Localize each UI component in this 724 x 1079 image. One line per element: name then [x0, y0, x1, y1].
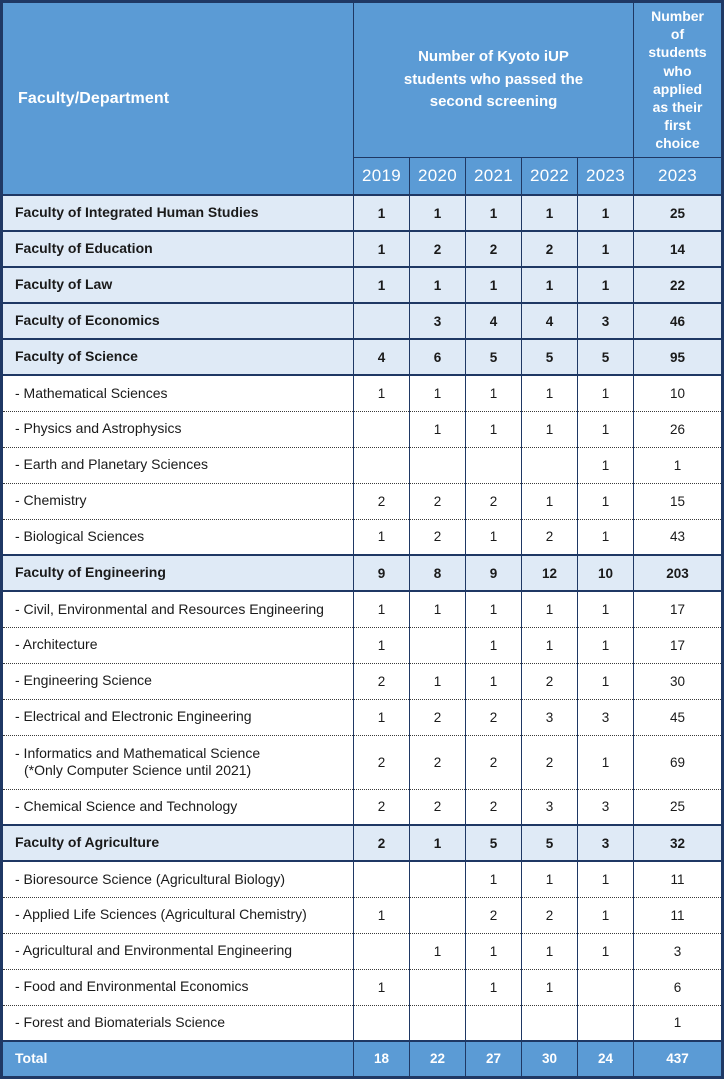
passed-count-cell: 1: [522, 933, 578, 969]
row-label-line1: - Agricultural and Environmental Engineering: [15, 942, 293, 959]
faculty-row: [2, 555, 723, 591]
passed-count-cell: 1: [354, 627, 410, 663]
row-label: [2, 1005, 354, 1041]
row-label-line1: - Biological Sciences: [15, 528, 145, 544]
total-count-cell: 22: [410, 1041, 466, 1077]
passed-count-cell: 1: [578, 195, 634, 231]
passed-count-cell: 2: [522, 663, 578, 699]
table-body: [2, 195, 723, 1077]
passed-count-cell: 3: [578, 825, 634, 861]
row-label-line1: - Engineering Science: [15, 672, 152, 689]
passed-count-cell: 1: [578, 861, 634, 897]
passed-count-cell: 2: [410, 735, 466, 789]
passed-count-cell: 2: [466, 699, 522, 735]
table-header: [2, 2, 723, 196]
header-title-row: [2, 2, 723, 158]
passed-count-cell: 1: [522, 267, 578, 303]
passed-count-cell: 1: [354, 231, 410, 267]
passed-count-cell: 1: [410, 591, 466, 627]
passed-count-cell: 9: [354, 555, 410, 591]
row-label: [2, 375, 354, 411]
row-label: [2, 195, 354, 231]
faculty-row: [2, 231, 723, 267]
row-label-line1: - Mathematical Sciences: [15, 384, 168, 401]
first-choice-count-cell: 43: [634, 519, 723, 555]
total-count-cell: 30: [522, 1041, 578, 1077]
department-row: [2, 897, 723, 933]
passed-count-cell: [354, 861, 410, 897]
passed-count-cell: 1: [354, 267, 410, 303]
passed-count-cell: 9: [466, 555, 522, 591]
row-label: [2, 825, 354, 861]
passed-count-cell: 1: [578, 231, 634, 267]
passed-count-cell: 2: [466, 789, 522, 825]
row-label: [2, 969, 354, 1005]
first-choice-count-cell: 25: [634, 195, 723, 231]
passed-count-cell: 1: [522, 969, 578, 1005]
first-choice-count-cell: 10: [634, 375, 723, 411]
passed-count-cell: 1: [466, 411, 522, 447]
department-row: [2, 969, 723, 1005]
faculty-row: [2, 195, 723, 231]
passed-count-cell: 1: [466, 663, 522, 699]
passed-count-cell: 1: [354, 699, 410, 735]
department-row: [2, 789, 723, 825]
year-header-2019: 2019: [354, 157, 410, 195]
passed-count-cell: 1: [522, 195, 578, 231]
passed-count-cell: 1: [410, 933, 466, 969]
passed-count-cell: 1: [410, 375, 466, 411]
faculty-department-header: Faculty/Department: [2, 2, 354, 196]
passed-count-cell: [354, 303, 410, 339]
department-row: [2, 1005, 723, 1041]
passed-count-cell: 1: [578, 519, 634, 555]
passed-count-cell: 4: [522, 303, 578, 339]
first-choice-count-cell: 69: [634, 735, 723, 789]
passed-count-cell: 1: [522, 627, 578, 663]
faculty-row: [2, 339, 723, 375]
total-count-cell: 24: [578, 1041, 634, 1077]
passed-count-cell: 3: [578, 303, 634, 339]
department-row: [2, 933, 723, 969]
first-choice-count-cell: 45: [634, 699, 723, 735]
passed-count-cell: 1: [522, 591, 578, 627]
passed-count-cell: 1: [522, 861, 578, 897]
row-label-line2: (*Only Computer Science until 2021): [24, 762, 252, 778]
row-label-line1: - Chemistry: [15, 492, 87, 509]
row-label: [2, 699, 354, 735]
passed-count-cell: [410, 861, 466, 897]
row-label-line1: - Architecture: [15, 636, 98, 653]
year-header-2021: 2021: [466, 157, 522, 195]
passed-count-cell: 1: [578, 483, 634, 519]
passed-count-cell: 1: [578, 267, 634, 303]
passed-count-cell: 1: [466, 591, 522, 627]
row-label: [2, 447, 354, 483]
row-label-line1: Faculty of Integrated Human Studies: [15, 204, 259, 221]
passed-count-cell: 5: [522, 339, 578, 375]
passed-count-cell: 3: [578, 789, 634, 825]
passed-count-cell: 1: [410, 411, 466, 447]
department-row: [2, 447, 723, 483]
first-choice-count-cell: 46: [634, 303, 723, 339]
year-header-2023: 2023: [578, 157, 634, 195]
row-label-line1: - Bioresource Science (Agricultural Biology): [15, 870, 285, 887]
department-row: [2, 483, 723, 519]
first-choice-count-cell: 14: [634, 231, 723, 267]
passed-count-cell: 1: [466, 267, 522, 303]
row-label: [2, 411, 354, 447]
row-label-line1: Faculty of Agriculture: [15, 834, 160, 851]
row-label: [2, 339, 354, 375]
row-label: [2, 267, 354, 303]
passed-count-cell: 1: [466, 519, 522, 555]
passed-count-cell: [466, 447, 522, 483]
row-label-line1: - Electrical and Electronic Engineering: [15, 708, 252, 725]
passed-count-cell: 1: [466, 933, 522, 969]
passed-count-cell: 2: [410, 483, 466, 519]
passed-count-cell: [354, 1005, 410, 1041]
row-label-line1: - Food and Environmental Economics: [15, 978, 249, 995]
passed-count-cell: 2: [466, 897, 522, 933]
total-label: Total: [2, 1041, 354, 1077]
department-row: [2, 519, 723, 555]
row-label-line1: - Physics and Astrophysics: [15, 420, 182, 437]
passed-count-cell: [354, 447, 410, 483]
passed-count-cell: 12: [522, 555, 578, 591]
first-choice-count-cell: 17: [634, 591, 723, 627]
faculty-row: [2, 267, 723, 303]
passed-count-cell: [410, 897, 466, 933]
passed-count-cell: 5: [466, 339, 522, 375]
total-row: [2, 1041, 723, 1077]
row-label: [2, 555, 354, 591]
passed-count-cell: 1: [578, 447, 634, 483]
department-row: [2, 663, 723, 699]
passed-count-cell: 1: [522, 375, 578, 411]
row-label-line1: Faculty of Science: [15, 348, 138, 365]
department-row: [2, 735, 723, 789]
passed-count-cell: 2: [410, 519, 466, 555]
row-label-line1: - Civil, Environmental and Resources Engineering: [15, 600, 324, 617]
passed-count-cell: 1: [578, 933, 634, 969]
row-label-line1: - Chemical Science and Technology: [15, 798, 238, 814]
passed-count-cell: 1: [354, 969, 410, 1005]
passed-count-cell: 6: [410, 339, 466, 375]
row-label: [2, 483, 354, 519]
passed-count-cell: 1: [354, 519, 410, 555]
passed-count-cell: 2: [410, 231, 466, 267]
passed-count-cell: 1: [578, 897, 634, 933]
passed-count-cell: 1: [354, 195, 410, 231]
row-label-line1: - Forest and Biomaterials Science: [15, 1014, 226, 1030]
department-row: [2, 861, 723, 897]
first-choice-year-header: 2023: [634, 157, 723, 195]
faculty-row: [2, 825, 723, 861]
passed-count-cell: 4: [354, 339, 410, 375]
passed-count-cell: 1: [578, 735, 634, 789]
passed-count-cell: [410, 627, 466, 663]
first-choice-count-cell: 32: [634, 825, 723, 861]
first-choice-count-cell: 1: [634, 1005, 723, 1041]
first-choice-count-cell: 3: [634, 933, 723, 969]
row-label: [2, 735, 354, 789]
passed-count-cell: 1: [354, 591, 410, 627]
passed-count-cell: [410, 447, 466, 483]
passed-count-cell: 1: [522, 411, 578, 447]
passed-count-cell: 8: [410, 555, 466, 591]
passed-count-cell: [410, 1005, 466, 1041]
first-choice-count-cell: 95: [634, 339, 723, 375]
row-label-line1: Faculty of Education: [15, 240, 153, 257]
department-row: [2, 699, 723, 735]
passed-count-cell: 2: [522, 735, 578, 789]
total-count-cell: 18: [354, 1041, 410, 1077]
first-choice-count-cell: 26: [634, 411, 723, 447]
passed-count-cell: 1: [354, 375, 410, 411]
passed-count-cell: 3: [410, 303, 466, 339]
first-choice-count-cell: 17: [634, 627, 723, 663]
row-label-line1: - Informatics and Mathematical Science: [15, 744, 261, 761]
year-header-2020: 2020: [410, 157, 466, 195]
first-choice-count-cell: 25: [634, 789, 723, 825]
passed-screening-header: Number of Kyoto iUP students who passed the second screening: [354, 2, 634, 158]
passed-count-cell: 1: [578, 375, 634, 411]
year-header-2022: 2022: [522, 157, 578, 195]
passed-count-cell: 1: [466, 195, 522, 231]
passed-count-cell: [354, 411, 410, 447]
passed-count-cell: [410, 969, 466, 1005]
first-choice-count-cell: 30: [634, 663, 723, 699]
row-label: [2, 519, 354, 555]
department-row: [2, 375, 723, 411]
passed-count-cell: [578, 969, 634, 1005]
passed-count-cell: 3: [522, 699, 578, 735]
first-choice-count-cell: 1: [634, 447, 723, 483]
passed-count-cell: 1: [578, 627, 634, 663]
total-count-cell: 27: [466, 1041, 522, 1077]
row-label-line1: Faculty of Engineering: [15, 564, 166, 581]
passed-count-cell: 2: [354, 825, 410, 861]
passed-count-cell: 1: [410, 663, 466, 699]
passed-count-cell: 5: [578, 339, 634, 375]
row-label: [2, 663, 354, 699]
passed-count-cell: 1: [466, 969, 522, 1005]
first-choice-count-cell: 11: [634, 897, 723, 933]
first-choice-count-cell: 11: [634, 861, 723, 897]
passed-count-cell: 2: [466, 231, 522, 267]
passed-count-cell: 2: [354, 663, 410, 699]
passed-count-cell: 3: [522, 789, 578, 825]
passed-count-cell: 2: [410, 699, 466, 735]
passed-count-cell: 2: [354, 789, 410, 825]
passed-count-cell: [466, 1005, 522, 1041]
row-label-line1: - Earth and Planetary Sciences: [15, 456, 208, 473]
passed-count-cell: 1: [466, 627, 522, 663]
row-label: [2, 789, 354, 825]
passed-count-cell: 1: [354, 897, 410, 933]
passed-count-cell: 1: [578, 411, 634, 447]
passed-count-cell: 1: [410, 267, 466, 303]
first-choice-count-cell: 22: [634, 267, 723, 303]
row-label: [2, 897, 354, 933]
row-label: [2, 627, 354, 663]
passed-count-cell: 1: [410, 195, 466, 231]
passed-count-cell: 1: [578, 591, 634, 627]
row-label-line1: Faculty of Economics: [15, 312, 160, 329]
passed-count-cell: 5: [522, 825, 578, 861]
passed-count-cell: 1: [466, 861, 522, 897]
passed-count-cell: [578, 1005, 634, 1041]
passed-count-cell: 2: [354, 483, 410, 519]
passed-count-cell: 10: [578, 555, 634, 591]
passed-count-cell: 1: [578, 663, 634, 699]
first-choice-header: Number of students who applied as their first choice: [634, 2, 723, 158]
passed-count-cell: [522, 447, 578, 483]
passed-count-cell: 1: [466, 375, 522, 411]
passed-count-cell: [522, 1005, 578, 1041]
passed-count-cell: 4: [466, 303, 522, 339]
row-label: [2, 303, 354, 339]
row-label-line1: Faculty of Law: [15, 276, 113, 293]
department-row: [2, 627, 723, 663]
passed-count-cell: 1: [522, 483, 578, 519]
row-label-line1: - Applied Life Sciences (Agricultural Chemistry): [15, 906, 307, 923]
passed-count-cell: 2: [522, 897, 578, 933]
passed-count-cell: 3: [578, 699, 634, 735]
department-row: [2, 591, 723, 627]
passed-count-cell: 2: [522, 231, 578, 267]
passed-count-cell: 2: [466, 735, 522, 789]
department-row: [2, 411, 723, 447]
total-first-choice-cell: 437: [634, 1041, 723, 1077]
passed-count-cell: 2: [354, 735, 410, 789]
first-choice-count-cell: 15: [634, 483, 723, 519]
passed-count-cell: 1: [410, 825, 466, 861]
row-label: [2, 861, 354, 897]
row-label: [2, 933, 354, 969]
row-label: [2, 591, 354, 627]
passed-count-cell: 5: [466, 825, 522, 861]
row-label: [2, 231, 354, 267]
first-choice-count-cell: 6: [634, 969, 723, 1005]
passed-count-cell: 2: [522, 519, 578, 555]
first-choice-count-cell: 203: [634, 555, 723, 591]
passed-count-cell: 2: [466, 483, 522, 519]
passed-count-cell: 2: [410, 789, 466, 825]
faculty-row: [2, 303, 723, 339]
passed-count-cell: [354, 933, 410, 969]
